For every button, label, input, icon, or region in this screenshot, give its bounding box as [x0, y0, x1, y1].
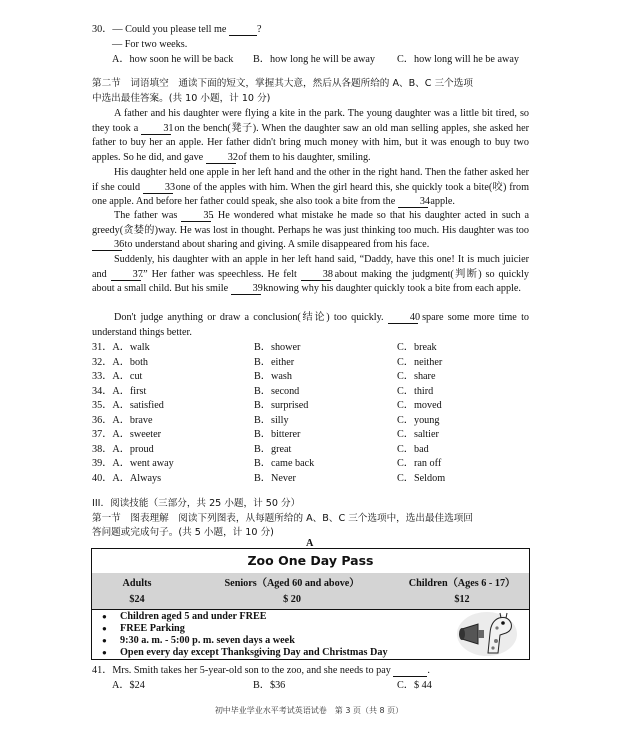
- q30-stem-text: 30．— Could you please tell me: [92, 24, 227, 35]
- choice-option[interactable]: C．break: [397, 342, 437, 353]
- choice-row: [92, 356, 532, 371]
- passage-text: about making the judgment(判断) so quickly about a small child. But his smile: [92, 268, 530, 295]
- passage-text: of them to his daughter, smiling.: [235, 151, 371, 163]
- passage-label: A: [306, 538, 314, 549]
- choice-option[interactable]: C．young: [397, 414, 440, 426]
- zoo-pass-table: [91, 548, 530, 660]
- choice-option[interactable]: C．share: [397, 371, 436, 382]
- passage-text: spare some more time to understand things better.: [92, 312, 529, 338]
- passage-text: apple.: [427, 196, 455, 208]
- passage-paragraph-1: [92, 107, 529, 165]
- q30-option-a[interactable]: A．how soon he will be back: [112, 54, 234, 65]
- q30-reply: — For two weeks.: [112, 39, 188, 50]
- passage-text: one of the apples with him. When the girl heard this, she quickly took a bite(咬) from one apple. And before her father could speak, she also took a bite from the: [92, 181, 530, 208]
- q41-stem: 41．Mrs. Smith takes her 5-year-old son to the zoo, and she needs to pay .: [92, 665, 430, 676]
- page-footer: 初中毕业学业水平考试英语试卷 第 3 页（共 8 页）: [214, 706, 404, 715]
- zoo-feature: ● Open every day except Thanksgiving Day and Christmas Day: [120, 646, 388, 661]
- blank-32[interactable]: 32: [206, 152, 236, 164]
- blank-40[interactable]: 40: [388, 312, 418, 324]
- q30-blank[interactable]: [229, 24, 257, 36]
- passage-paragraph-2: [92, 166, 529, 210]
- blank-39[interactable]: 39: [231, 283, 261, 295]
- choice-row: [92, 443, 532, 458]
- choice-row: [92, 457, 532, 472]
- choice-option[interactable]: C．third: [397, 385, 434, 397]
- choice-option[interactable]: B．bitterer: [254, 429, 301, 440]
- choice-option[interactable]: C．neither: [397, 356, 443, 368]
- choice-option[interactable]: B．shower: [254, 342, 301, 353]
- seniors-price: $ 20: [283, 594, 301, 605]
- choice-option[interactable]: 32．A．both: [92, 356, 149, 368]
- passage-text: knowing why his daughter quickly took a bite from each apple.: [260, 283, 521, 295]
- choice-row: [92, 414, 532, 429]
- adults-label: Adults: [122, 578, 152, 589]
- choice-option[interactable]: C．bad: [397, 443, 429, 455]
- choice-option[interactable]: 34．A．first: [92, 385, 147, 397]
- blank-35[interactable]: 35: [181, 210, 211, 222]
- choice-option[interactable]: C．ran off: [397, 458, 442, 469]
- choice-option[interactable]: B．silly: [254, 414, 289, 426]
- choice-option[interactable]: B．second: [254, 385, 300, 397]
- q30-stem: [92, 23, 261, 38]
- passage-text: .” Her father was speechless. He felt: [140, 268, 301, 280]
- q41-option-b[interactable]: B．$36: [253, 680, 286, 691]
- section3-heading: III．阅读技能（三部分，共 25 小题，计 50 分）: [92, 498, 301, 509]
- passage-paragraph-5: [92, 311, 529, 340]
- passage-text: on the bench(凳子). When the daughter saw an old man selling apples, she asked her father to buy her an apple. Her father didn't bring much money with him, but it was enough to buy two apples. So he did, and gave: [92, 122, 529, 163]
- passage-paragraph-3: [92, 209, 529, 253]
- blank-38[interactable]: 38: [301, 269, 331, 281]
- q30-option-b[interactable]: B．how long he will be away: [253, 54, 375, 65]
- passage-text: Don't judge anything or draw a conclusion(结论) too quickly.: [114, 312, 388, 323]
- choice-option[interactable]: C．saltier: [397, 429, 439, 440]
- blank-33[interactable]: 33: [143, 182, 173, 194]
- choice-option[interactable]: C．Seldom: [397, 472, 446, 484]
- zoo-feature: ● 9:30 a. m. - 5:00 p. m. seven days a week: [120, 634, 295, 649]
- zoo-price-band: [92, 573, 529, 610]
- giraffe-megaphone-icon: [456, 611, 518, 657]
- choice-row: [92, 370, 532, 385]
- children-price: $12: [454, 594, 470, 605]
- passage-text: The father was: [114, 210, 182, 221]
- passage-text: to understand about sharing and giving. A smile disappeared from his face.: [122, 239, 430, 251]
- zoo-pass-title: Zoo One Day Pass: [92, 549, 529, 574]
- children-label: Children（Ages 6 - 17）: [408, 578, 516, 589]
- choice-option[interactable]: 39．A．went away: [92, 458, 174, 469]
- passage-text: . He wondered what mistake he made so that his daughter acted in such a greedy(贪婪的)way. He was lost in thought. Perhaps he was just thinking too much. His daughter was too: [92, 210, 530, 236]
- choice-row: [92, 399, 532, 414]
- choice-row: [92, 428, 532, 443]
- zoo-feature: ● FREE Parking: [120, 622, 185, 637]
- passage-text: Suddenly, his daughter with an apple in her left hand said, “Daddy, have this one! It is much juicier and: [92, 254, 529, 280]
- q41-option-a[interactable]: A．$24: [112, 680, 145, 691]
- choice-option[interactable]: 35．A．satisfied: [92, 400, 164, 411]
- passage-text: A father and his daughter were flying a kite in the park. The young daughter was a little bit tired, so they took a: [92, 108, 529, 134]
- choice-row: [92, 385, 532, 400]
- choice-option[interactable]: 37．A．sweeter: [92, 429, 162, 440]
- adults-price: $24: [129, 594, 145, 605]
- choice-option[interactable]: B．great: [254, 443, 292, 455]
- choice-option[interactable]: 31．A．walk: [92, 342, 150, 353]
- choice-option[interactable]: 36．A．brave: [92, 414, 153, 426]
- choice-option[interactable]: C．moved: [397, 400, 442, 411]
- seniors-label: Seniors（Aged 60 and above）: [224, 578, 360, 589]
- q41-stem-text: 41．Mrs. Smith takes her 5-year-old son to the zoo, and she needs to pay: [92, 665, 391, 676]
- choice-option[interactable]: B．Never: [254, 472, 296, 484]
- blank-36[interactable]: 36: [92, 239, 122, 251]
- q30-stem-end: ?: [256, 24, 262, 35]
- choice-option[interactable]: 38．A．proud: [92, 443, 154, 455]
- choice-option[interactable]: 40．A．Always: [92, 472, 162, 484]
- section3-instruction-2: 答问题或完成句子。(共 5 小题，计 10 分): [92, 527, 274, 538]
- zoo-feature: ● Children aged 5 and under FREE: [120, 610, 267, 625]
- q41-blank[interactable]: [393, 665, 427, 677]
- blank-34[interactable]: 34: [398, 196, 428, 208]
- choice-option[interactable]: B．came back: [254, 458, 315, 469]
- passage-paragraph-4: [92, 253, 529, 297]
- choice-row: [92, 341, 532, 356]
- choice-option[interactable]: B．surprised: [254, 400, 309, 411]
- section2-instruction-1: 第二节 词语填空 通读下面的短文，掌握其大意，然后从各题所给的 A、B、C 三个选项: [92, 78, 473, 89]
- blank-37[interactable]: 37: [111, 269, 141, 281]
- blank-31[interactable]: 31: [141, 123, 171, 135]
- section2-instruction-2: 中选出最佳答案。(共 10 小题，计 10 分): [92, 93, 271, 104]
- passage-text: His daughter held one apple in her left hand and the other in the right hand. Then the father asked her if she could: [92, 167, 529, 193]
- q41-option-c[interactable]: C．$ 44: [397, 680, 432, 691]
- q30-option-c[interactable]: C．how long will he be away: [397, 54, 519, 65]
- choice-option[interactable]: B．either: [254, 356, 295, 368]
- section3-instruction-1: 第一节 图表理解 阅读下列图表，从每题所给的 A、B、C 三个选项中，选出最佳选项回: [92, 513, 473, 524]
- choice-row: [92, 472, 532, 487]
- choice-option[interactable]: 33．A．cut: [92, 371, 143, 382]
- choice-option[interactable]: B．wash: [254, 371, 292, 382]
